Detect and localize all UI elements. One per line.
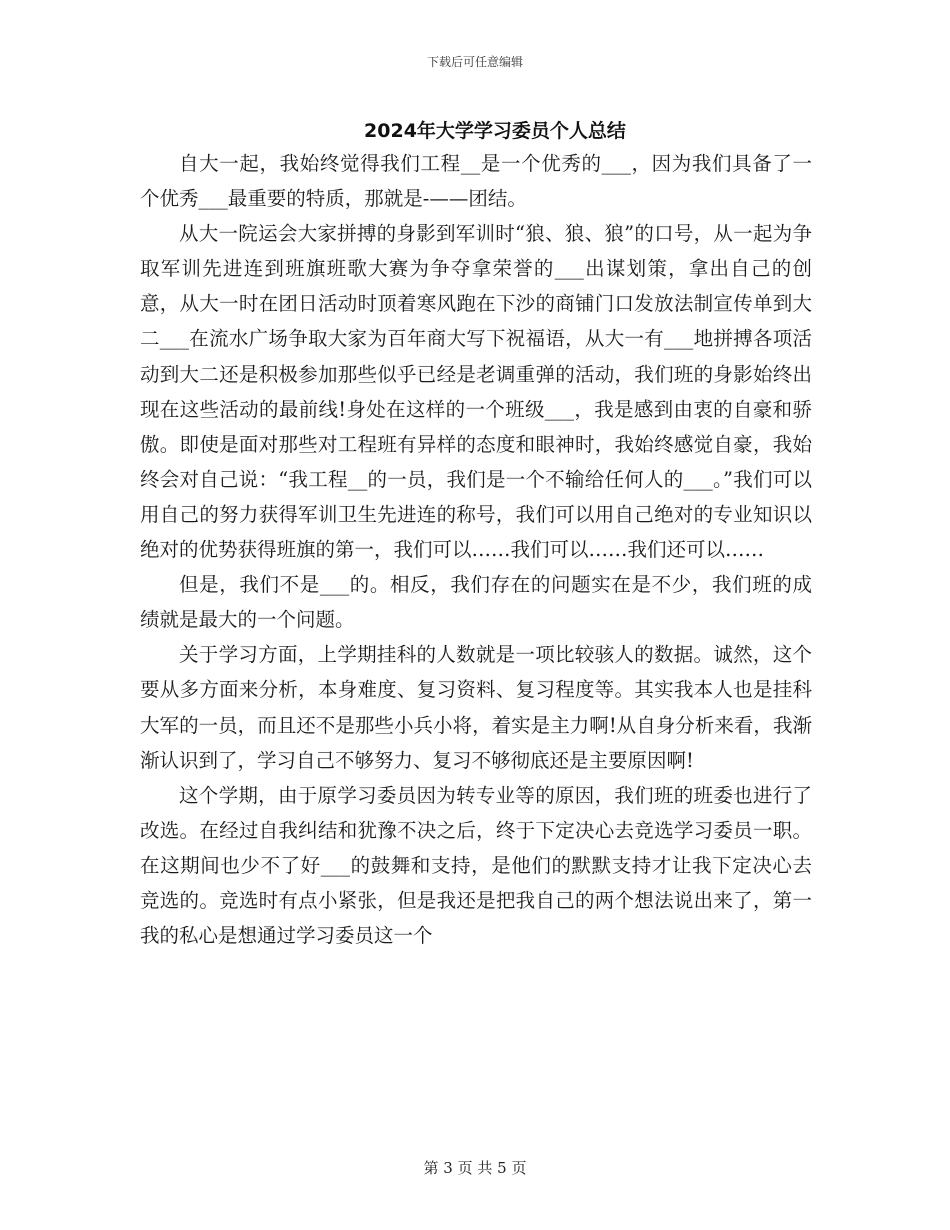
document-title: 2024年大学学习委员个人总结 (364, 120, 626, 142)
paragraph: 但是，我们不是___的。相反，我们存在的问题实在是不少，我们班的成绩就是最大的一个问题。 (140, 573, 812, 632)
page-number-footer: 第 3 页 共 5 页 (423, 1159, 527, 1177)
paragraph: 自大一起，我始终觉得我们工程__是一个优秀的___，因为我们具备了一个优秀___最重要的特质，那就是-——团结。 (140, 152, 812, 211)
paragraph: 从大一院运会大家拼搏的身影到军训时“狼、狼、狼”的口号，从一起为争取军训先进连到班旗班歌大赛为争夺拿荣誉的___出谋划策，拿出自己的创意，从大一时在团日活动时顶着寒风跑在下沙的商铺门口发放法制宣传单到大二___在流水广场争取大家为百年商大写下祝福语，从大一有___地拼搏各项活动到大二还是积极参加那些似乎已经是老调重弹的活动，我们班的身影始终出现在这些活动的最前线!身处在这样的一个班级___，我是感到由衷的自豪和骄傲。即使是面对那些对工程班有异样的态度和眼神时，我始终感觉自豪，我始终会对自己说：“我工程__的一员，我们是一个不输给任何人的___。”我们可以用自己的努力获得军训卫生先进连的称号，我们可以用自己绝对的专业知识以绝对的优势获得班旗的第一，我们可以……我们可以……我们还可以…… (140, 222, 812, 562)
document-body (140, 146, 812, 953)
paragraph: 这个学期，由于原学习委员因为转专业等的原因，我们班的班委也进行了改选。在经过自我纠结和犹豫不决之后，终于下定决心去竞选学习委员一职。在这期间也少不了好___的鼓舞和支持，是他们的默默支持才让我下定决心去竞选的。竞选时有点小紧张，但是我还是把我自己的两个想法说出来了，第一我的私心是想通过学习委员这一个 (140, 783, 812, 948)
paragraph: 关于学习方面，上学期挂科的人数就是一项比较骇人的数据。诚然，这个要从多方面来分析，本身难度、复习资料、复习程度等。其实我本人也是挂科大军的一员，而且还不是那些小兵小将，着实是主力啊!从自身分析来看，我渐渐认识到了，学习自己不够努力、复习不够彻底还是主要原因啊! (140, 643, 812, 772)
header-note: 下载后可任意编辑 (426, 55, 523, 69)
